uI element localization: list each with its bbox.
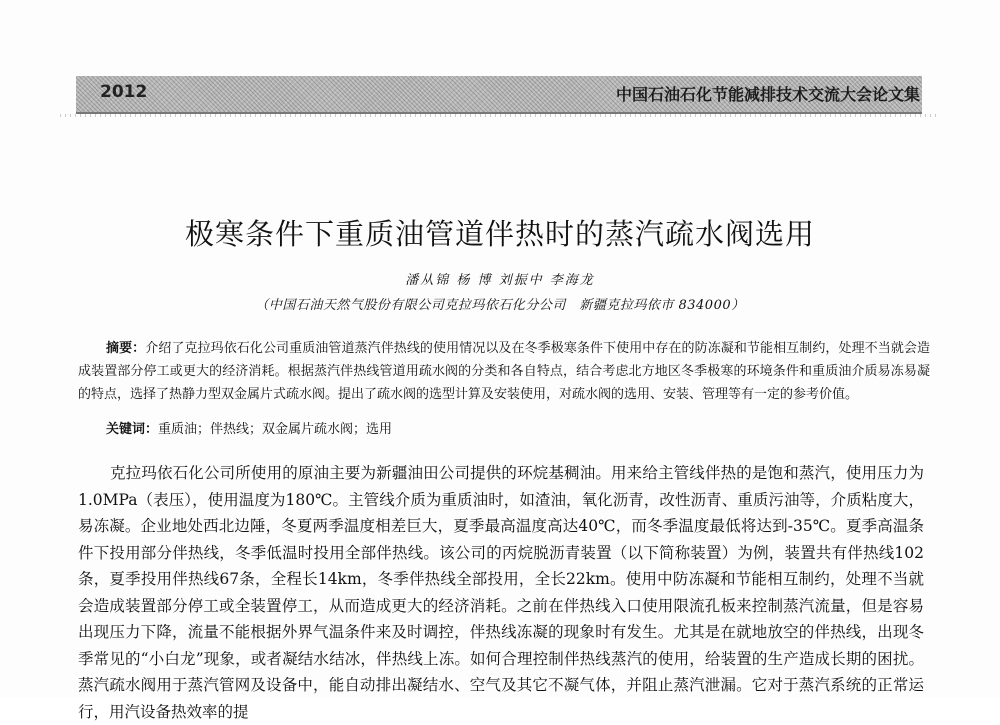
abstract <box>78 337 930 406</box>
scan-noise-line <box>60 114 940 117</box>
paper-title: 极寒条件下重质油管道伴热时的蒸汽疏水阀选用 <box>184 217 815 251</box>
header-year: 2012 <box>100 82 148 102</box>
header-proceedings-title: 中国石油石化节能减排技术交流大会论文集 <box>615 85 920 104</box>
paper-authors: 潘从锦 杨 博 刘振中 李海龙 <box>405 273 595 288</box>
body-paragraph: 克拉玛依石化公司所使用的原油主要为新疆油田公司提供的环烷基稠油。用来给主管线伴热的是饱和蒸汽，使用压力为1.0MPa（表压），使用温度为180℃。主管线介质为重质油时，如渣油，氧化沥青，改性沥青、重质污油等，介质粘度大，易冻凝。企业地处西北边陲，冬夏两季温度相差巨大，夏季最高温度高达40℃，而冬季温度最低将达到-35℃。夏季高温条件下投用部分伴热线，冬季低温时投用全部伴热线。该公司的丙烷脱沥青装置（以下简称装置）为例，装置共有伴热线102条，夏季投用伴热线67条，全程长14km，冬季伴热线全部投用，全长22km。使用中防冻凝和节能相互制约，处理不当就会造成装置部分停工或全装置停工，从而造成更大的经济消耗。之前在伴热线入口使用限流孔板来控制蒸汽流量，但是容易出现压力下降，流量不能根据外界气温条件来及时调控，伴热线冻凝的现象时有发生。尤其是在就地放空的伴热线，出现冬季常见的“小白龙”现象，或者凝结水结冰，伴热线上冻。如何合理控制伴热线蒸汽的使用，给装置的生产造成长期的困扰。蒸汽疏水阀用于蒸汽管网及设备中，能自动排出凝结水、空气及其它不凝气体，并阻止蒸汽泄漏。它对于蒸汽系统的正常运行，用汽设备热效率的提 <box>78 464 924 721</box>
keywords-label: 关键词： <box>106 422 159 437</box>
paper-affiliation: （中国石油天然气股份有限公司克拉玛依石化分公司 新疆克拉玛依市 834000） <box>255 298 745 313</box>
keywords-text: 重质油；伴热线；双金属片疏水阀；选用 <box>158 422 393 437</box>
keywords <box>106 420 392 440</box>
abstract-text: 介绍了克拉玛依石化公司重质油管道蒸汽伴热线的使用情况以及在冬季极寒条件下使用中存在的防冻凝和节能相互制约，处理不当就会造成装置部分停工或更大的经济消耗。根据蒸汽伴热线管道用疏水阀的分类和各自特点，结合考虑北方地区冬季极寒的环境条件和重质油介质易冻易凝的特点，选择了热静力型双金属片式疏水阀。提出了疏水阀的选型计算及安装使用，对疏水阀的选用、安装、管理等有一定的参考价值。 <box>78 341 930 402</box>
abstract-label: 摘要： <box>106 341 146 356</box>
